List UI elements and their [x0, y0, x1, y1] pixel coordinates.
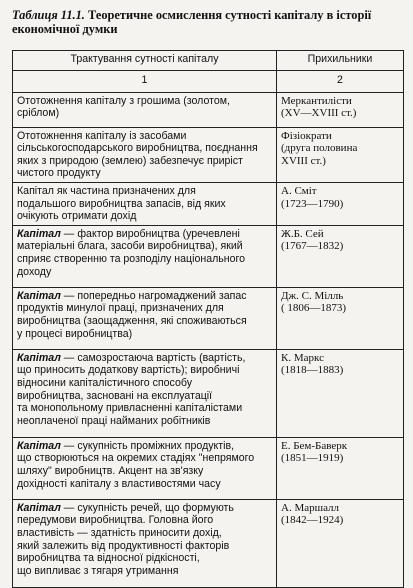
- interpretation-line: сріблом): [17, 107, 60, 120]
- table-caption: [12, 8, 404, 36]
- interpretation-lead: Капітал: [17, 439, 61, 452]
- interpretation-line: виробництва, засновані на експлуатації: [17, 389, 213, 402]
- table-row: [13, 437, 404, 499]
- supporters-line: Меркантилісти: [281, 94, 352, 107]
- interpretation-line: властивість — здатність приносити дохід,: [17, 526, 222, 539]
- interpretation-line: відносини капіталістичного способу: [17, 376, 192, 389]
- caption-label: Таблиця 11.1.: [12, 8, 85, 22]
- supporters-line: Фізіократи: [281, 129, 332, 142]
- column-number-row: [13, 71, 404, 93]
- table-row: [13, 127, 404, 182]
- column-number-2: 2: [277, 71, 404, 93]
- supporters-cell: [277, 225, 404, 287]
- capital-theories-table: [12, 50, 404, 588]
- interpretation-line: Капітал як частина призначених для: [17, 184, 196, 197]
- interpretation-cell: [13, 225, 277, 287]
- interpretation-line: що створюються на окремих стадіях "непрямого: [17, 452, 255, 465]
- interpretation-line: дохідності капіталу з властивостями часу: [17, 477, 221, 490]
- interpretation-line: неоплаченої праці найманих робітників: [17, 414, 211, 427]
- supporters-line: А. Сміт: [281, 184, 317, 197]
- table-row: [13, 349, 404, 437]
- interpretation-line: який залежить від продуктивності факторів: [17, 539, 230, 552]
- interpretation-line: передумови виробництва. Головна його: [17, 514, 214, 527]
- interpretation-lead: Капітал: [17, 501, 61, 514]
- interpretation-cell: [13, 349, 277, 437]
- supporters-line: А. Маршалл: [281, 501, 340, 514]
- supporters-line: (1767—1832): [281, 240, 344, 253]
- interpretation-cell: [13, 499, 277, 587]
- column-number-1: 1: [13, 71, 277, 93]
- supporters-line: Ж.Б. Сей: [281, 227, 324, 240]
- interpretation-line: шляху" виробництв. Акцент на зв'язку: [17, 464, 204, 477]
- interpretation-cell: [13, 92, 277, 127]
- interpretation-cell: [13, 437, 277, 499]
- interpretation-line: виробництва (заощадження, які споживаються: [17, 314, 247, 327]
- interpretation-line: доходу: [17, 265, 52, 278]
- interpretation-line: Капітал — фактор виробництва (уречевлені: [17, 227, 240, 240]
- table-row: [13, 287, 404, 349]
- supporters-line: (1842—1924): [281, 514, 344, 527]
- interpretation-line: сільськогосподарського виробництва, поєднання: [17, 142, 258, 155]
- interpretation-line: Капітал — попередньо нагромаджений запас: [17, 289, 247, 302]
- interpretation-line: продуктів минулої праці, призначених для: [17, 302, 224, 315]
- interpretation-line: матеріальні блага, засоби виробництва), який: [17, 240, 243, 253]
- supporters-line: (1851—1919): [281, 452, 344, 465]
- caption-title: Теоретичне осмислення сутності капіталу в історії економічної думки: [12, 8, 372, 36]
- interpretation-line: чистого продукту: [17, 167, 101, 180]
- interpretation-lead: Капітал: [17, 289, 61, 302]
- supporters-cell: [277, 437, 404, 499]
- interpretation-line: яких з природою (землею) забезпечує приріст: [17, 154, 243, 167]
- supporters-cell: [277, 92, 404, 127]
- interpretation-lead: Капітал: [17, 351, 61, 364]
- interpretation-line: виробництва та відносної рідкісності,: [17, 552, 200, 565]
- supporters-line: (1818—1883): [281, 364, 344, 377]
- supporters-line: (XV—XVIII ст.): [281, 107, 357, 120]
- interpretation-cell: [13, 127, 277, 182]
- interpretation-cell: [13, 182, 277, 225]
- interpretation-line: Капітал — сукупність речей, що формують: [17, 501, 234, 514]
- interpretation-lead: Капітал: [17, 227, 61, 240]
- interpretation-line: що випливає з тягаря утримання: [17, 564, 179, 577]
- table-row: [13, 499, 404, 587]
- interpretation-line: подальшого виробництва запасів, від яких: [17, 197, 226, 210]
- supporters-cell: [277, 127, 404, 182]
- header-interpretation: Трактування сутності капіталу: [13, 51, 277, 71]
- supporters-line: ( 1806—1873): [281, 302, 347, 315]
- supporters-cell: [277, 349, 404, 437]
- supporters-cell: [277, 499, 404, 587]
- header-row: [13, 51, 404, 71]
- supporters-cell: [277, 182, 404, 225]
- interpretation-cell: [13, 287, 277, 349]
- table-row: [13, 225, 404, 287]
- supporters-cell: [277, 287, 404, 349]
- interpretation-line: Капітал — самозростаюча вартість (вартість,: [17, 351, 246, 364]
- header-supporters: Прихильники: [277, 51, 404, 71]
- interpretation-line: у процесі виробництва): [17, 327, 133, 340]
- interpretation-line: Капітал — сукупність проміжних продуктів,: [17, 439, 235, 452]
- supporters-line: XVIII ст.): [281, 154, 326, 167]
- supporters-line: К. Маркс: [281, 351, 324, 364]
- interpretation-line: Ототожнення капіталу із засобами: [17, 129, 187, 142]
- interpretation-line: що приносить додаткову вартість); виробничі: [17, 364, 240, 377]
- interpretation-line: та монопольному привласненні капіталістами: [17, 402, 243, 415]
- supporters-line: (друга половина: [281, 142, 358, 155]
- interpretation-line: сприяє створенню та розподілу національного: [17, 252, 246, 265]
- interpretation-line: Ототожнення капіталу з грошима (золотом,: [17, 94, 230, 107]
- table-row: [13, 182, 404, 225]
- supporters-line: (1723—1790): [281, 197, 344, 210]
- supporters-line: Дж. С. Мілль: [281, 289, 344, 302]
- interpretation-line: очікують отримати дохід: [17, 210, 137, 223]
- supporters-line: Е. Бем-Баверк: [281, 439, 348, 452]
- table-row: [13, 92, 404, 127]
